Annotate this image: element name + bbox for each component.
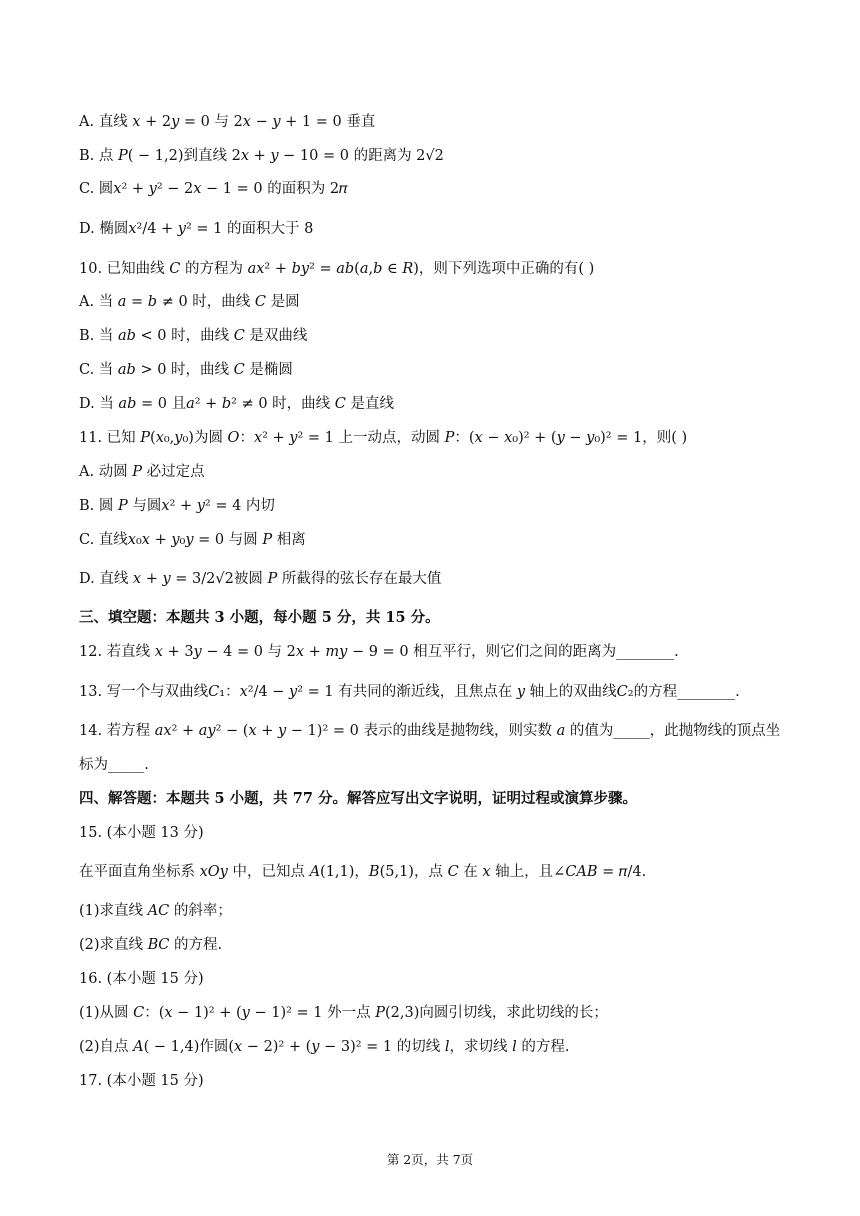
question-14-cont: 标为_____. bbox=[79, 757, 149, 773]
option-11a: A. 动圆 𝑃 必过定点 bbox=[79, 464, 205, 480]
question-11: 11. 已知 𝑃(𝑥₀,𝑦₀)为圆 𝑂：𝑥² + 𝑦² = 1 上一动点，动圆 𝑃：(𝑥 − 𝑥₀)² + (𝑦 − 𝑦₀)² = 1，则( ) bbox=[79, 430, 688, 446]
option-9c: C. 圆𝑥² + 𝑦² − 2𝑥 − 1 = 0 的面积为 2𝜋 bbox=[79, 181, 348, 197]
question-16-part1: (1)从圆 𝐶：(𝑥 − 1)² + (𝑦 − 1)² = 1 外一点 𝑃(2,3)向圆引切线，求此切线的长； bbox=[79, 1005, 608, 1021]
option-11d: D. 直线 𝑥 + 𝑦 = 3/2√2被圆 𝑃 所截得的弦长存在最大值 bbox=[79, 571, 442, 587]
option-9d: D. 椭圆𝑥²/4 + 𝑦² = 1 的面积大于 8 bbox=[79, 221, 314, 237]
question-15-part1: (1)求直线 𝐴𝐶 的斜率； bbox=[79, 903, 232, 919]
option-9a: A. 直线 𝑥 + 2𝑦 = 0 与 2𝑥 − 𝑦 + 1 = 0 垂直 bbox=[79, 114, 376, 130]
question-15-body: 在平面直角坐标系 𝑥𝑂𝑦 中，已知点 𝐴(1,1)，𝐵(5,1)，点 𝐶 在 𝑥 轴上，且∠𝐶𝐴𝐵 = 𝜋/4. bbox=[79, 864, 647, 880]
question-15-header: 15. (本小题 13 分) bbox=[79, 825, 204, 841]
question-10: 10. 已知曲线 𝐶 的方程为 𝑎𝑥² + 𝑏𝑦² = 𝑎𝑏(𝑎,𝑏 ∈ 𝑅)，则下列选项中正确的有( ) bbox=[79, 261, 595, 277]
option-11b: B. 圆 𝑃 与圆𝑥² + 𝑦² = 4 内切 bbox=[79, 498, 275, 514]
option-10a: A. 当 𝑎 = 𝑏 ≠ 0 时，曲线 𝐶 是圆 bbox=[79, 294, 300, 310]
section-4-heading: 四、解答题：本题共 5 小题，共 77 分。解答应写出文字说明，证明过程或演算步骤。 bbox=[79, 790, 637, 807]
option-10c: C. 当 𝑎𝑏 > 0 时，曲线 𝐶 是椭圆 bbox=[79, 362, 293, 378]
question-12: 12. 若直线 𝑥 + 3𝑦 − 4 = 0 与 2𝑥 + 𝑚𝑦 − 9 = 0 相互平行，则它们之间的距离为________. bbox=[79, 644, 679, 660]
question-16-header: 16. (本小题 15 分) bbox=[79, 971, 204, 987]
option-11c: C. 直线𝑥₀𝑥 + 𝑦₀𝑦 = 0 与圆 𝑃 相离 bbox=[79, 532, 306, 548]
question-16-part2: (2)自点 𝐴( − 1,4)作圆(𝑥 − 2)² + (𝑦 − 3)² = 1 的切线 𝑙，求切线 𝑙 的方程. bbox=[79, 1039, 570, 1055]
section-3-heading: 三、填空题：本题共 3 小题，每小题 5 分，共 15 分。 bbox=[79, 609, 440, 626]
question-17-header: 17. (本小题 15 分) bbox=[79, 1073, 204, 1089]
option-10d: D. 当 𝑎𝑏 = 0 且𝑎² + 𝑏² ≠ 0 时，曲线 𝐶 是直线 bbox=[79, 396, 394, 412]
question-15-part2: (2)求直线 𝐵𝐶 的方程. bbox=[79, 937, 223, 953]
question-14: 14. 若方程 𝑎𝑥² + 𝑎𝑦² − (𝑥 + 𝑦 − 1)² = 0 表示的曲线是抛物线，则实数 𝑎 的值为_____，此抛物线的顶点坐 bbox=[79, 723, 781, 739]
option-10b: B. 当 𝑎𝑏 < 0 时，曲线 𝐶 是双曲线 bbox=[79, 328, 308, 344]
option-9b: B. 点 𝑃( − 1,2)到直线 2𝑥 + 𝑦 − 10 = 0 的距离为 2√2 bbox=[79, 148, 444, 164]
page-footer: 第 2页，共 7页 bbox=[386, 1152, 474, 1167]
question-13: 13. 写一个与双曲线𝐶₁：𝑥²/4 − 𝑦² = 1 有共同的渐近线，且焦点在 𝑦 轴上的双曲线𝐶₂的方程________. bbox=[79, 684, 740, 700]
